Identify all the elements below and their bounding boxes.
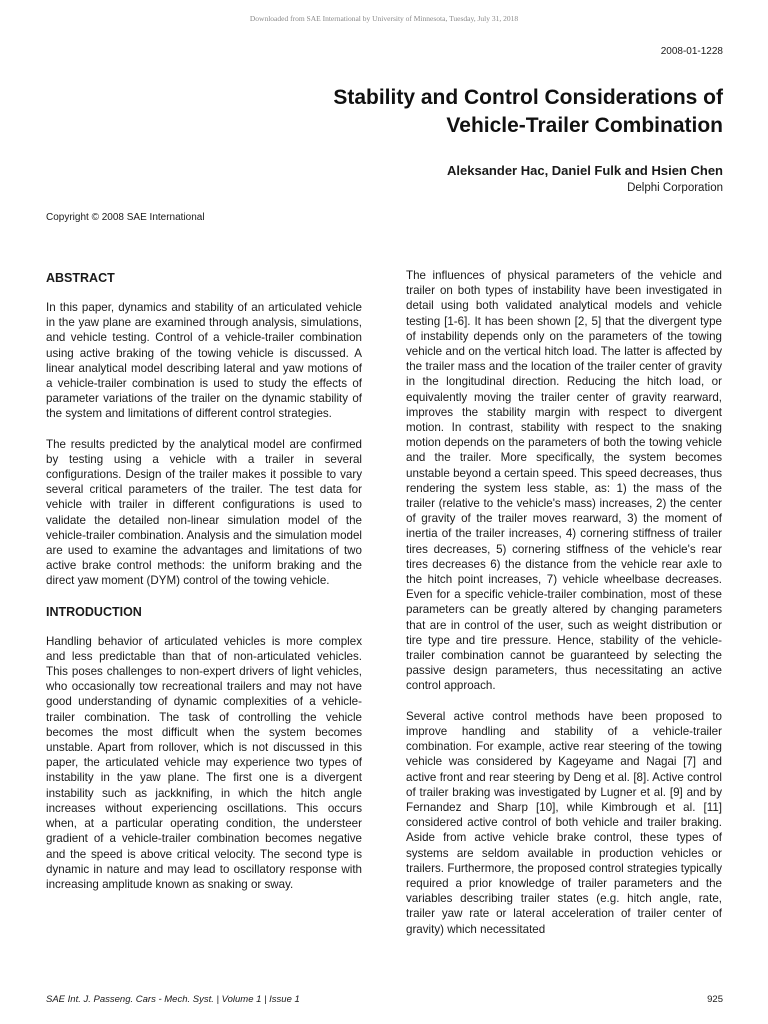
title-line-1: Stability and Control Considerations of [333, 86, 723, 109]
introduction-paragraph-1: Handling behavior of articulated vehicles is more complex and less predictable than that of non-articulated vehicles. This poses challenges to non-expert drivers of light vehicles, who occasionally tow recreational trailers and may not have good understanding of dynamic complexities of a vehicle-trailer combination. The task of controlling the vehicle becomes the most difficult when the system becomes unstable. Apart from rollover, which is not discussed in this paper, the articulated vehicle may experience two types of instability in the yaw plane. The first one is a divergent instability such as jackknifing, in which the hitch angle increases without experiencing oscillations. This occurs when, at a particular operating condition, the understeer gradient of a vehicle-trailer combination becomes negative and the speed is above critical velocity. The second type is dynamic in nature and may lead to oscillatory response with increasing amplitude known as snaking or sway. [46, 634, 362, 891]
copyright: Copyright © 2008 SAE International [46, 212, 205, 223]
abstract-paragraph-1: In this paper, dynamics and stability of an articulated vehicle in the yaw plane are examined through analysis, simulations, and vehicle testing. Control of a vehicle-trailer combination using active braking of the towing vehicle is discussed. A linear analytical model describing lateral and yaw motions of a vehicle-trailer combination is used to study the effects of parameter variations of the trailer on the dynamic stability of the system and limitations of different control strategies. [46, 301, 362, 421]
introduction-heading: INTRODUCTION [46, 604, 142, 619]
authors: Aleksander Hac, Daniel Fulk and Hsien Chen [447, 163, 723, 178]
abstract-heading: ABSTRACT [46, 271, 115, 285]
page-number: 925 [707, 994, 723, 1005]
paper-title [123, 84, 723, 140]
title-line-2: Vehicle-Trailer Combination [446, 114, 723, 137]
right-paragraph-2: Several active control methods have been proposed to improve handling and stability of a vehicle-trailer combination. For example, active rear steering of the towing vehicle was considered by Kageyame and Nagai [7] and active front and rear steering by Deng et al. [8]. Active control of trailer braking was investigated by Lugner et al. [9] and by Fernandez and Sharp [10], while Kimbrough et al. [11] considered active control of both vehicle and trailer braking. Aside from active vehicle brake control, these types of systems are seldom available in production vehicles or trailers. Furthermore, the proposed control strategies typically required a prior knowledge of trailer parameters and the variables describing trailer states (e.g. hitch angle, rate, trailer yaw rate or lateral acceleration of trailer center of gravity) which necessitated [406, 709, 722, 936]
affiliation: Delphi Corporation [627, 182, 723, 194]
left-column [46, 268, 362, 907]
paper-id: 2008-01-1228 [660, 46, 723, 57]
abstract-paragraph-2: The results predicted by the analytical model are confirmed by testing using a vehicle with a trailer in several configurations. Design of the trailer makes it possible to vary several critical parameters of the trailer. The test data for vehicle with trailer in different configurations is used to validate the detailed non-linear simulation model of the vehicle-trailer combination. Analysis and the simulation model are used to examine the advantages and limitations of two active brake control methods: the uniform braking and the direct yaw moment (DYM) control of the towing vehicle. [46, 437, 362, 588]
right-paragraph-1: The influences of physical parameters of the vehicle and trailer on both types of instability have been investigated in detail using both validated analytical models and vehicle testing [1-6]. It has been shown [2, 5] that the divergent type of instability depends only on the parameters of the towing vehicle and on the vertical hitch load. The latter is affected by the trailer mass and the location of the trailer center of gravity in the longitudinal direction. Reducing the hitch load, or equivalently moving the trailer center of gravity rearward, improves the stability margin with respect to divergent motion. In contrast, stability with respect to the snaking motion depends on the parameters of both the towing vehicle and the trailer. More specifically, the system becomes unstable beyond a certain speed. This speed decreases, thus rendering the system less stable, as: 1) the mass of the trailer (relative to the vehicle's mass) increases, 2) the center of gravity of the trailer moves rearward, 3) the moment of inertia of the trailer increases, 4) cornering stiffness of trailer tires decreases, 5) cornering stiffness of the vehicle's rear tires decreases 6) the distance from the vehicle rear axle to the hitch point increases, 7) vehicle wheelbase decreases. Even for a specific vehicle-trailer combination, most of these parameters can be greatly altered by changing parameters that are in control of the user, such as weight distribution or tire type and tire pressure. Hence, stability of the vehicle-trailer combination cannot be guaranteed by selecting the passive design parameters, thus necessitating an active control approach. [406, 269, 722, 693]
right-column [406, 268, 722, 952]
download-notice: Downloaded from SAE International by University of Minnesota, Tuesday, July 31, 2018 [249, 14, 519, 23]
footer-journal: SAE Int. J. Passeng. Cars - Mech. Syst. | Volume 1 | Issue 1 [46, 994, 300, 1005]
